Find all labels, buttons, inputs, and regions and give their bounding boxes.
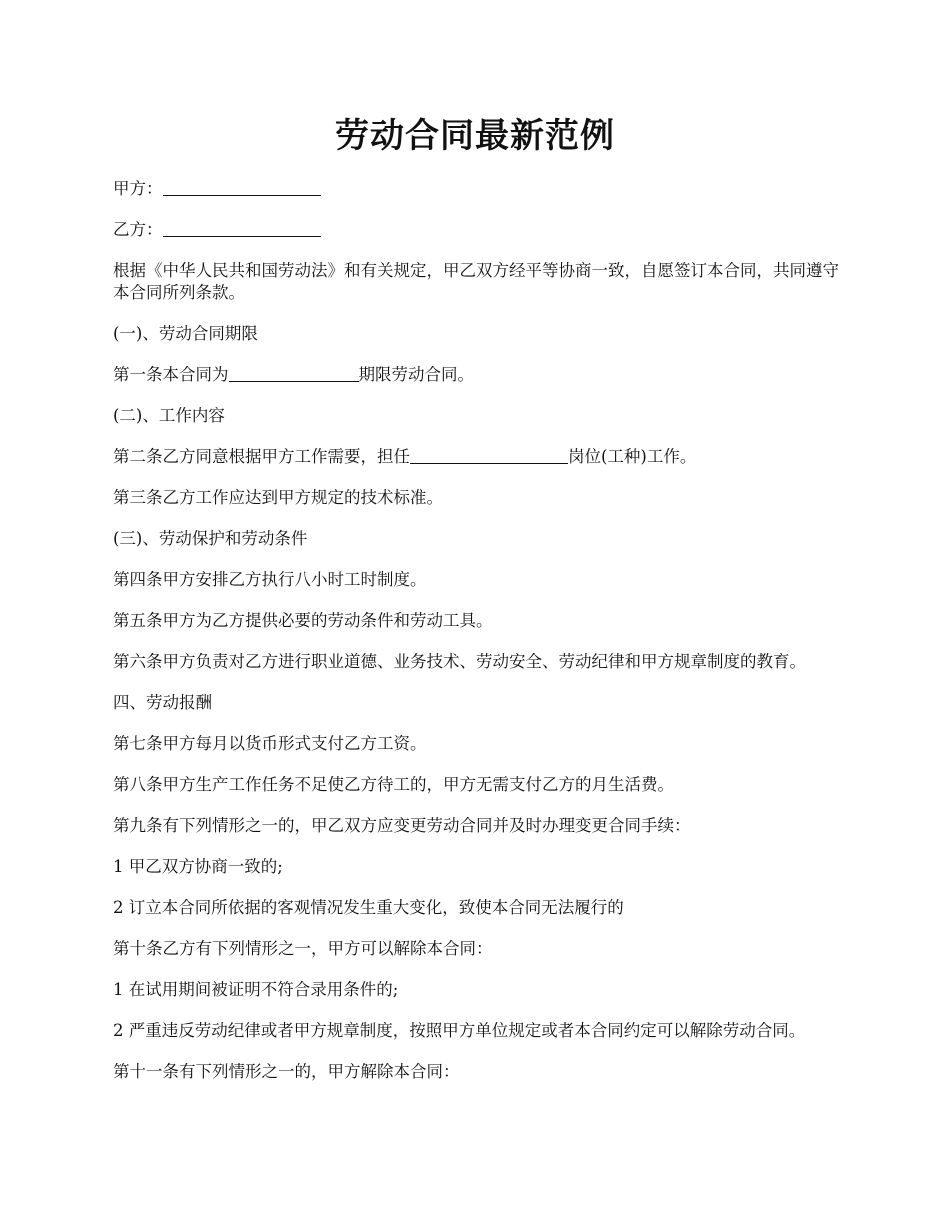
article-9-item-2: 2 订立本合同所依据的客观情况发生重大变化，致使本合同无法履行的 bbox=[113, 898, 624, 917]
article-10-item-1: 1 在试用期间被证明不符合录用条件的; bbox=[113, 980, 399, 999]
article-10-item-2: 2 严重违反劳动纪律或者甲方规章制度，按照甲方单位规定或者本合同约定可以解除劳动合同。 bbox=[113, 1021, 806, 1040]
article-10: 第十条乙方有下列情形之一，甲方可以解除本合同： bbox=[113, 939, 493, 958]
party-a-blank bbox=[163, 179, 321, 196]
article-9-item-1: 1 甲乙双方协商一致的; bbox=[113, 857, 283, 876]
article-2 bbox=[113, 446, 853, 468]
article-1 bbox=[113, 364, 853, 386]
document-body bbox=[113, 178, 853, 1102]
article-1-text-after: 期限劳动合同。 bbox=[358, 365, 474, 384]
article-2-text-after: 岗位(工种)工作。 bbox=[568, 447, 697, 466]
party-b-blank bbox=[163, 220, 321, 237]
section-heading-protection: (三)、劳动保护和劳动条件 bbox=[113, 529, 308, 548]
document-title: 劳动合同最新范例 bbox=[335, 116, 615, 156]
article-3: 第三条乙方工作应达到甲方规定的技术标准。 bbox=[113, 488, 443, 507]
section-heading-pay: 四、劳动报酬 bbox=[113, 693, 212, 712]
article-8: 第八条甲方生产工作任务不足使乙方待工的，甲方无需支付乙方的月生活费。 bbox=[113, 775, 674, 794]
party-b-line bbox=[113, 219, 853, 241]
article-1-text-before: 第一条本合同为 bbox=[113, 365, 229, 384]
article-6: 第六条甲方负责对乙方进行职业道德、业务技术、劳动安全、劳动纪律和甲方规章制度的教育。 bbox=[113, 652, 806, 671]
article-2-text-before: 第二条乙方同意根据甲方工作需要，担任 bbox=[113, 447, 410, 466]
article-4: 第四条甲方安排乙方执行八小时工时制度。 bbox=[113, 570, 427, 589]
article-7: 第七条甲方每月以货币形式支付乙方工资。 bbox=[113, 734, 427, 753]
preamble: 根据《中华人民共和国劳动法》和有关规定，甲乙双方经平等协商一致，自愿签订本合同，共同遵守本合同所列条款。 bbox=[113, 261, 839, 302]
article-5: 第五条甲方为乙方提供必要的劳动条件和劳动工具。 bbox=[113, 611, 493, 630]
contract-term-blank bbox=[229, 365, 359, 382]
section-heading-work: (二)、工作内容 bbox=[113, 406, 225, 425]
section-heading-term: (一)、劳动合同期限 bbox=[113, 324, 258, 343]
party-a-line bbox=[113, 178, 853, 200]
position-blank bbox=[410, 447, 568, 464]
party-b-label: 乙方： bbox=[113, 220, 163, 239]
article-11: 第十一条有下列情形之一的，甲方解除本合同： bbox=[113, 1062, 460, 1081]
article-9: 第九条有下列情形之一的，甲乙双方应变更劳动合同并及时办理变更合同手续： bbox=[113, 816, 691, 835]
party-a-label: 甲方： bbox=[113, 179, 163, 198]
